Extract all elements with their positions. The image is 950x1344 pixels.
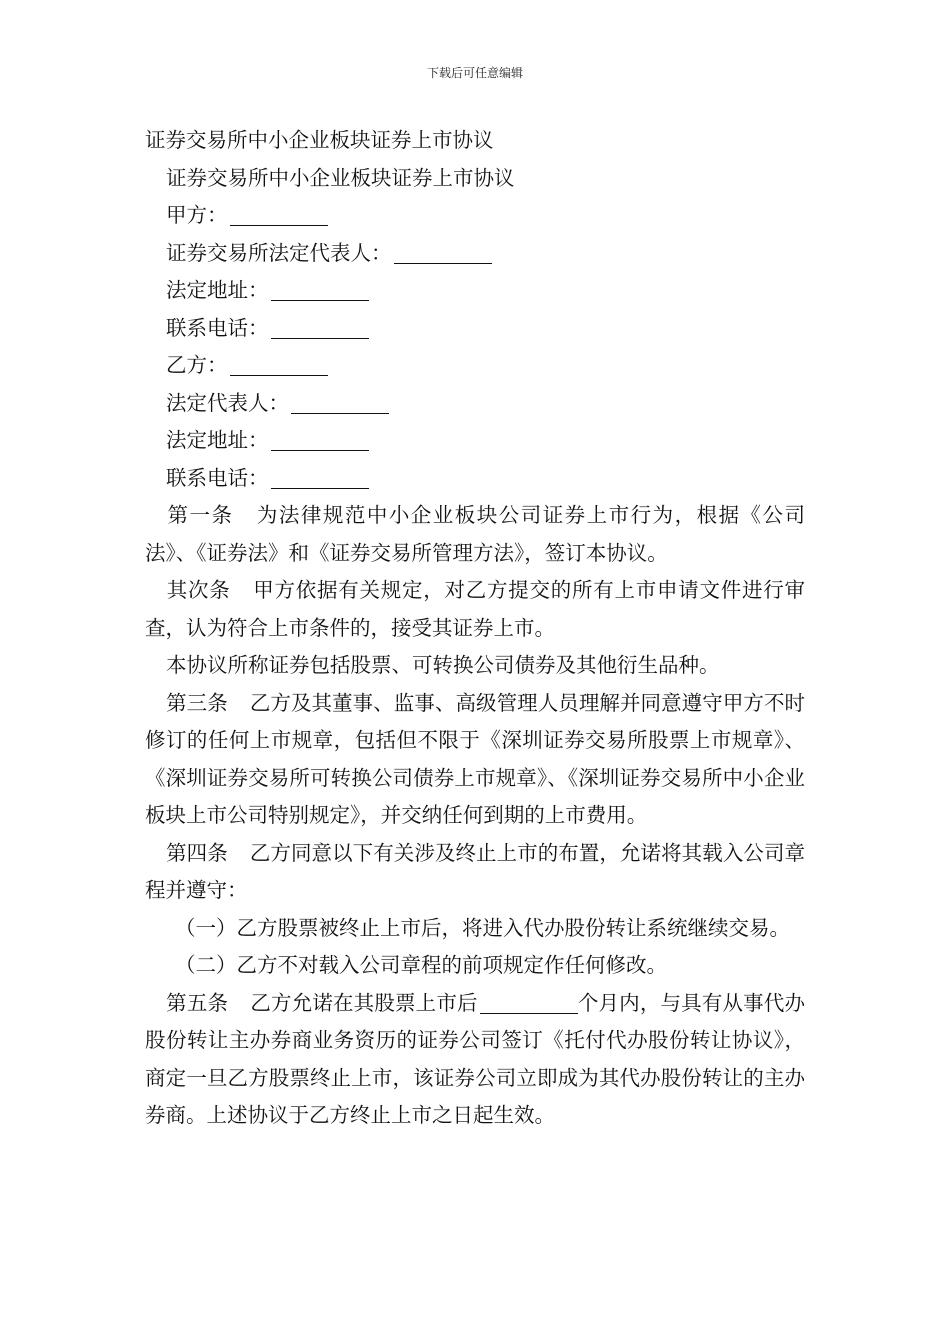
party-b-label: 乙方： (166, 353, 228, 377)
article-4-item-1-text: （一）乙方股票被终止上市后，将进入代办股份转让系统继续交易。 (175, 915, 790, 940)
article-2-note-text: 本协议所称证券包括股票、可转换公司债券及其他衍生品种。 (166, 653, 720, 677)
article-4-item-2-text: （二）乙方不对载入公司章程的前项规定作任何修改。 (175, 953, 667, 977)
article-4-item-1 (145, 910, 805, 948)
party-b-blank (230, 355, 328, 376)
party-a-rep-blank (394, 243, 492, 264)
party-b-row (145, 347, 805, 385)
article-1-title: 第一条 (166, 503, 234, 527)
party-b-rep-blank (291, 393, 389, 414)
document-title: 证券交易所中小企业板块证券上市协议 (145, 128, 494, 152)
article-3 (145, 685, 805, 835)
document-subtitle: 证券交易所中小企业板块证券上市协议 (166, 165, 515, 190)
party-a-rep-label: 证券交易所法定代表人： (166, 240, 392, 265)
article-2-title: 其次条 (166, 578, 231, 602)
party-a-blank (230, 205, 328, 226)
party-b-address-row (145, 422, 805, 460)
article-1 (145, 497, 805, 572)
article-2 (145, 572, 805, 647)
article-2-note (145, 647, 805, 685)
party-b-phone-blank (271, 468, 369, 489)
party-a-address-blank (271, 280, 369, 301)
party-b-rep-row (145, 385, 805, 423)
party-a-phone-row (145, 310, 805, 348)
party-a-rep-row (145, 235, 805, 273)
article-2-text: 甲方依据有关规定，对乙方提交的所有上市申请文件进行审查，认为符合上市条件的，接受其证券上市。 (145, 578, 805, 640)
party-a-phone-blank (271, 318, 369, 339)
article-4-title: 第四条 (166, 840, 228, 865)
article-5-text-before: 乙方允诺在其股票上市后 (250, 990, 478, 1015)
article-1-text: 为法律规范中小企业板块公司证券上市行为，根据《公司法》、《证券法》和《证券交易所管理方法》，签订本协议。 (145, 503, 806, 565)
article-5 (145, 985, 805, 1135)
party-b-phone-label: 联系电话： (166, 465, 269, 490)
page-header: 下载后可任意编辑 (426, 66, 523, 80)
article-3-text: 乙方及其董事、监事、高级管理人员理解并同意遵守甲方不时修订的任何上市规章，包括但不限于《深圳证券交易所股票上市规章》、《深圳证券交易所可转换公司债券上市规章》、《深圳证券交易所中小企业板块上市公司特别规定》，并交纳任何到期的上市费用。 (145, 690, 806, 827)
party-b-rep-label: 法定代表人： (166, 390, 289, 415)
article-4 (145, 835, 805, 910)
article-3-title: 第三条 (166, 690, 228, 715)
article-4-item-2 (145, 947, 805, 985)
party-a-phone-label: 联系电话： (166, 315, 269, 340)
document-body (145, 122, 805, 1135)
party-b-phone-row (145, 460, 805, 498)
article-5-months-blank (480, 993, 578, 1014)
party-b-address-blank (271, 430, 369, 451)
article-5-text-after: 个月内，与具有从事代办股份转让主办券商业务资历的证券公司签订《托付代办股份转让协议》，商定一旦乙方股票终止上市，该证券公司立即成为其代办股份转让的主办券商。上述协议于乙方终止上市之日起生效。 (145, 990, 806, 1127)
article-5-title: 第五条 (166, 990, 229, 1015)
party-b-address-label: 法定地址： (166, 428, 269, 452)
party-a-address-row (145, 272, 805, 310)
party-a-label: 甲方： (166, 203, 228, 227)
party-a-address-label: 法定地址： (166, 278, 269, 302)
article-4-text: 乙方同意以下有关涉及终止上市的布置，允诺将其载入公司章程并遵守： (145, 840, 806, 902)
party-a-row (145, 197, 805, 235)
